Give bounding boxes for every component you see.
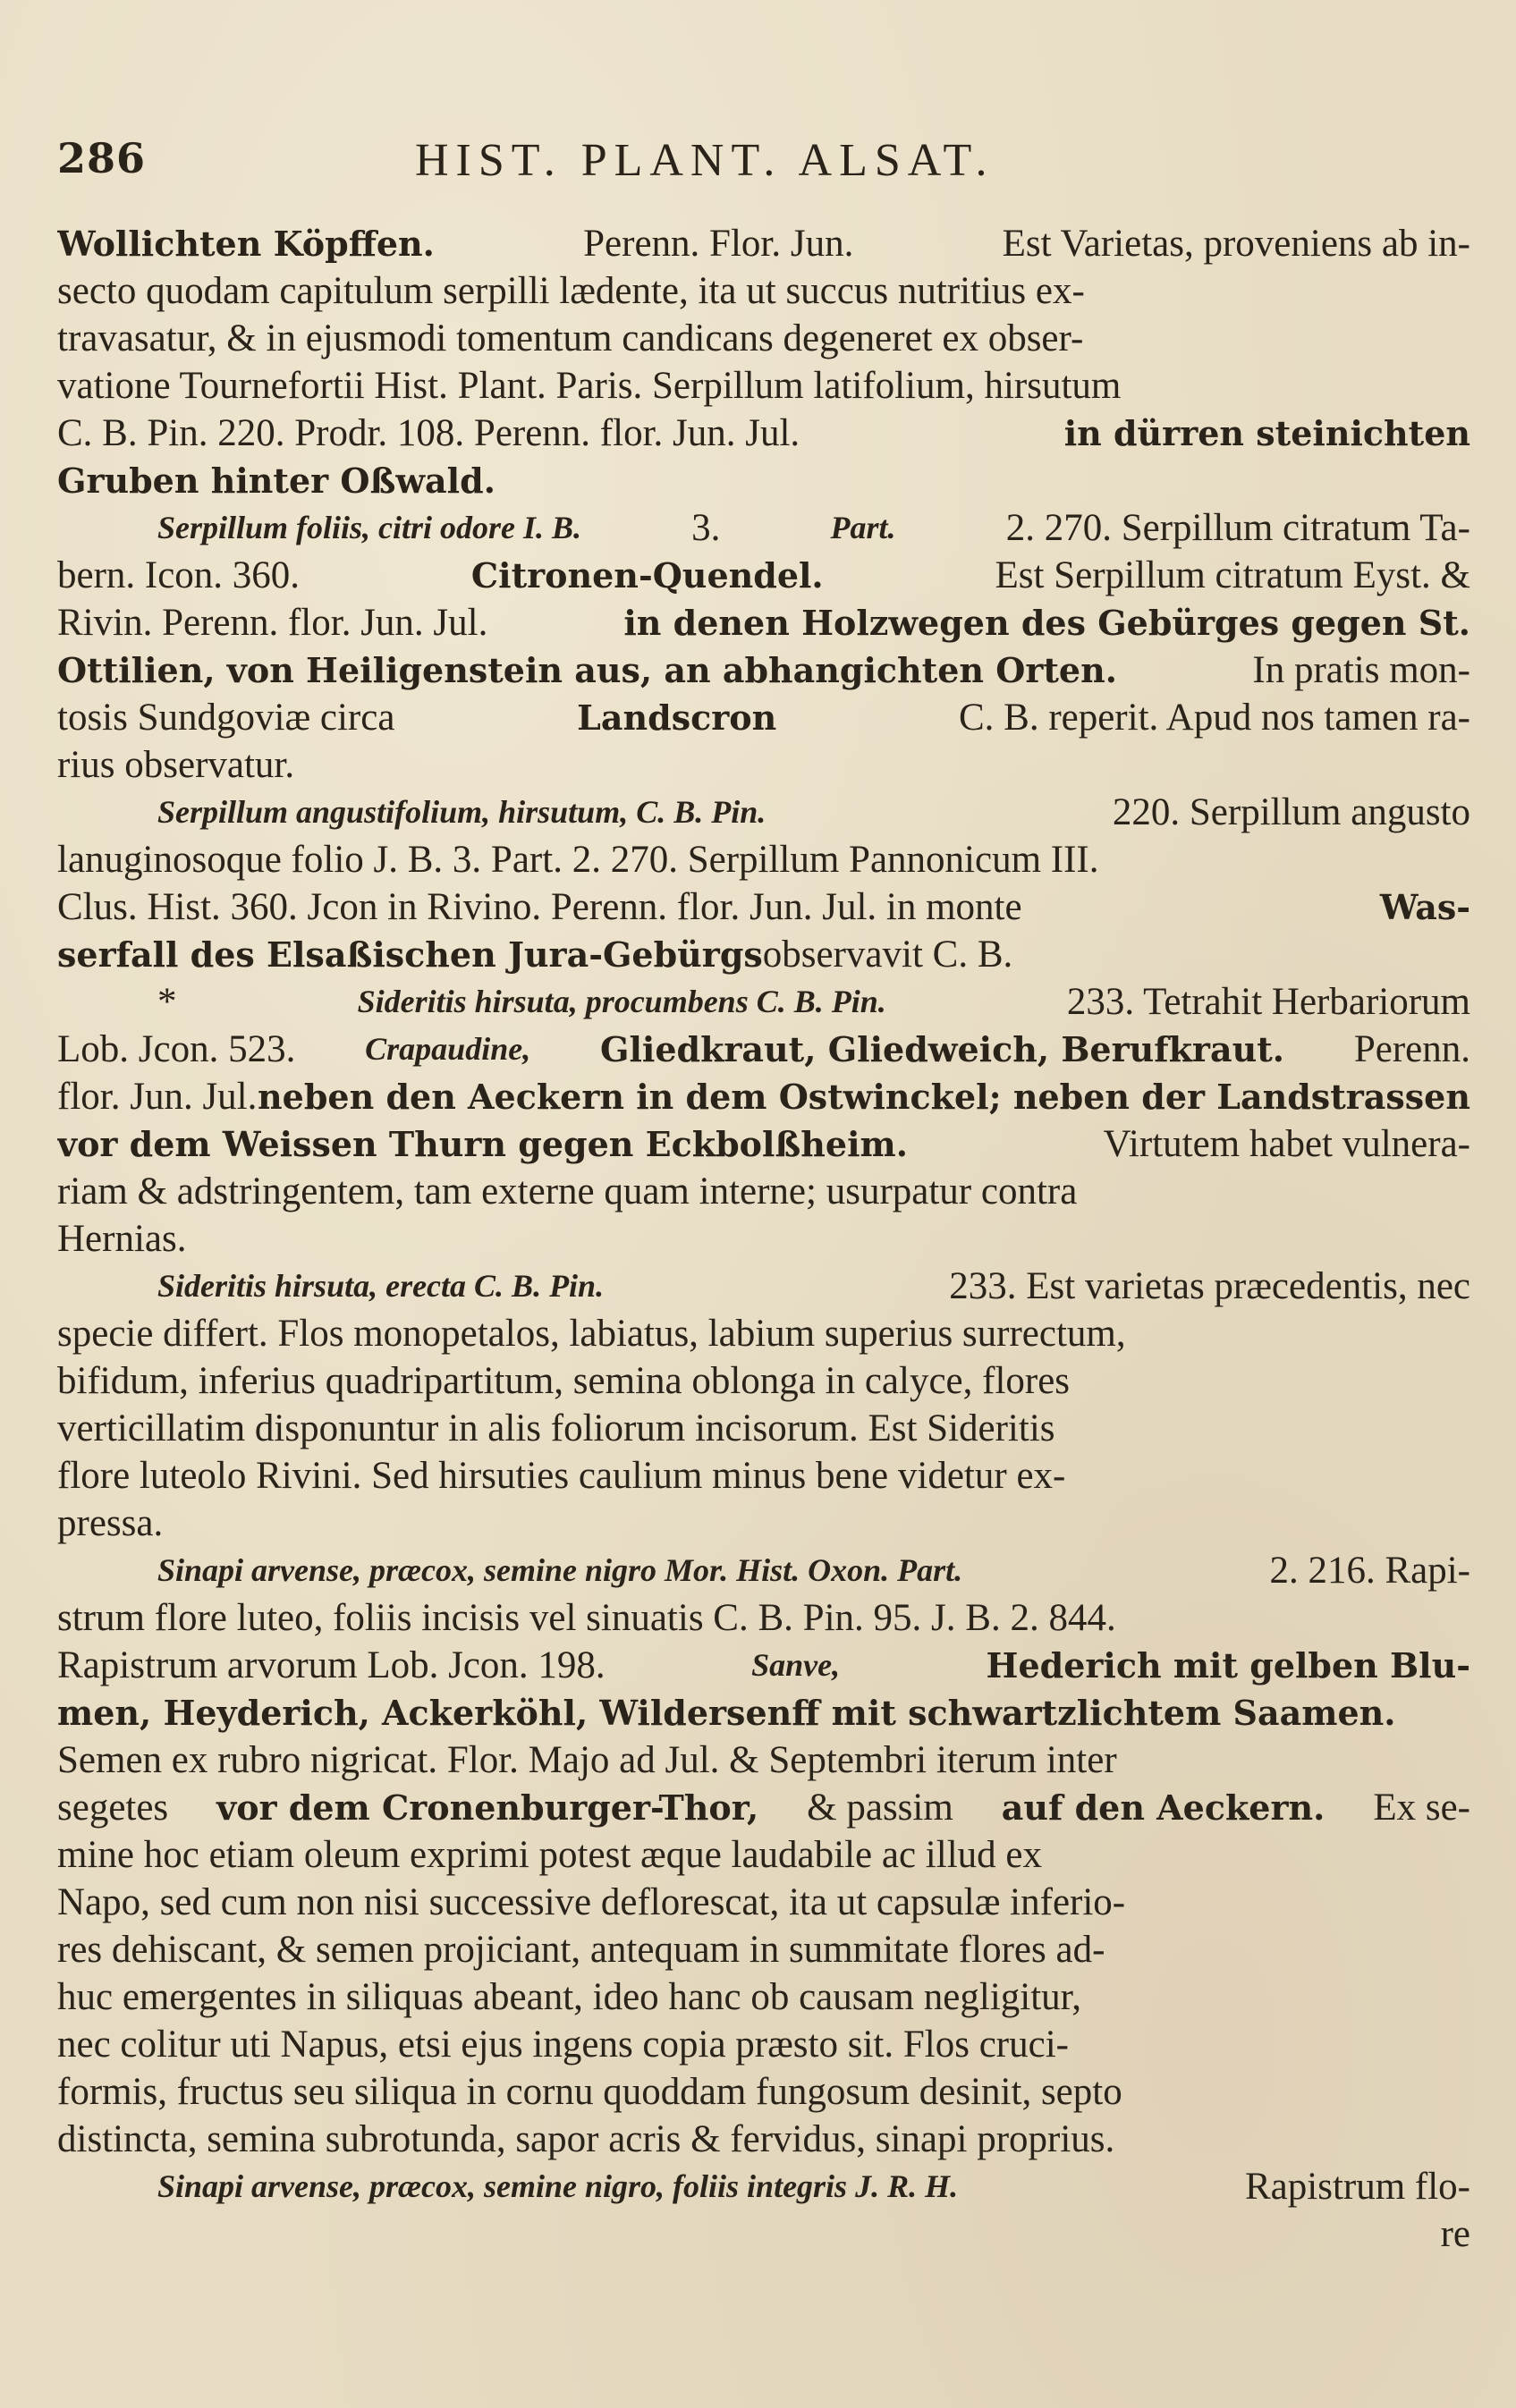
italic-citation: Sinapi arvense, præcox, semine nigro Mor. Hist. Oxon. Part. [157, 1552, 963, 1588]
text-segment: res dehiscant, & semen projiciant, antequam in summitate flores ad- [57, 1929, 1105, 1971]
text-line [57, 2116, 1470, 2163]
text-segment: mine hoc etiam oleum exprimi potest æque laudabile ac illud ex [57, 1834, 1042, 1876]
text-segment: tosis Sundgoviæ circa [57, 697, 395, 739]
text-segment: 233. Tetrahit Herbariorum [1066, 981, 1470, 1023]
text-segment: formis, fructus seu siliqua in cornu quoddam fungosum desinit, septo [57, 2071, 1122, 2113]
text-line [57, 599, 1470, 646]
text-line [57, 1926, 1470, 1973]
text-line [57, 1073, 1470, 1120]
text-line [57, 552, 1470, 599]
blackletter-text: men, Heyderich, Ackerköhl, Wildersenff mit schwartzlichtem Saamen. [57, 1693, 1396, 1733]
text-line [57, 741, 1470, 789]
text-segment: Virtutem habet vulnera- [1103, 1123, 1470, 1165]
text-line [57, 694, 1470, 741]
text-segment: flore luteolo Rivini. Sed hirsuties caulium minus bene videtur ex- [57, 1455, 1066, 1497]
text-segment: rius observatur. [57, 744, 295, 786]
body-text [57, 220, 1470, 2258]
text-line [57, 1973, 1470, 2021]
text-segment: C. B. reperit. Apud nos tamen ra- [958, 697, 1470, 739]
text-line [57, 1120, 1470, 1168]
blackletter-text: auf den Aeckern. [1001, 1787, 1325, 1828]
text-segment: 220. Serpillum angusto [1112, 791, 1470, 833]
text-line [57, 931, 1470, 978]
text-line [57, 2068, 1470, 2116]
text-segment: pressa. [57, 1502, 164, 1544]
text-line [57, 1642, 1470, 1689]
text-segment: nec colitur uti Napus, etsi ejus ingens copia præsto sit. Flos cruci- [57, 2024, 1069, 2066]
text-line [57, 1357, 1470, 1405]
blackletter-text: vor dem Cronenburger-Thor, [216, 1787, 759, 1828]
text-segment: lanuginosoque folio J. B. 3. Part. 2. 270. Serpillum Pannonicum III. [57, 839, 1099, 881]
page-number: 286 [57, 134, 147, 182]
text-line [57, 504, 1470, 552]
text-segment: Lob. Jcon. 523. [57, 1028, 296, 1070]
italic-citation: Serpillum angustifolium, hirsutum, C. B. Pin. [157, 794, 766, 830]
text-line [57, 457, 1470, 504]
text-line [57, 1689, 1470, 1736]
italic-citation: Sanve, [751, 1647, 841, 1683]
text-segment: bifidum, inferius quadripartitum, semina oblonga in calyce, flores [57, 1360, 1071, 1402]
text-segment: bern. Icon. 360. [57, 554, 301, 596]
text-line [57, 1831, 1470, 1879]
text-segment: & passim [807, 1787, 953, 1829]
text-line [57, 220, 1470, 267]
text-line [57, 1594, 1470, 1642]
italic-citation: Sideritis hirsuta, procumbens C. B. Pin. [357, 984, 886, 1019]
text-segment: Semen ex rubro nigricat. Flor. Majo ad Jul. & Septembri iterum inter [57, 1739, 1117, 1781]
text-segment: Napo, sed cum non nisi successive deflorescat, ita ut capsulæ inferio- [57, 1881, 1126, 1923]
text-segment: Rapistrum arvorum Lob. Jcon. 198. [57, 1644, 606, 1686]
text-line [57, 1547, 1470, 1594]
blackletter-text: Gruben hinter Oßwald. [57, 460, 495, 501]
text-segment: C. B. Pin. 220. Prodr. 108. Perenn. flor. Jun. Jul. [57, 412, 800, 454]
text-line [57, 410, 1470, 457]
blackletter-text: Ottilien, von Heiligenstein aus, an abhangichten Orten. [57, 650, 1117, 690]
text-line [57, 978, 1470, 1026]
text-segment: Perenn. Flor. Jun. [583, 223, 854, 265]
text-line [57, 1168, 1470, 1215]
text-line [57, 836, 1470, 883]
text-line [57, 267, 1470, 315]
text-segment: 2. 270. Serpillum citratum Ta- [1005, 507, 1470, 549]
blackletter-text: Gliedkraut, Gliedweich, Berufkraut. [600, 1029, 1284, 1069]
blackletter-text: in dürren steinichten [1063, 413, 1470, 453]
text-line [57, 1215, 1470, 1263]
blackletter-text: neben den Aeckern in dem Ostwinckel; neben der Landstrassen [258, 1077, 1470, 1117]
running-head: HIST. PLANT. ALSAT. [415, 135, 995, 186]
text-line [57, 1452, 1470, 1500]
italic-citation: Part. [830, 510, 896, 545]
blackletter-text: Hederich mit gelben Blu- [986, 1645, 1470, 1686]
text-line [57, 1263, 1470, 1310]
text-segment: segetes [57, 1787, 169, 1829]
text-line [57, 1784, 1470, 1831]
text-segment: observavit C. B. [762, 934, 1013, 976]
text-segment: 233. Est varietas præcedentis, nec [949, 1265, 1470, 1307]
text-line [57, 646, 1470, 694]
blackletter-text: vor dem Weissen Thurn gegen Eckbolßheim. [57, 1124, 908, 1164]
blackletter-text: Landscron [577, 697, 777, 738]
text-segment: Hernias. [57, 1218, 187, 1260]
text-segment: Rapistrum flo- [1245, 2166, 1470, 2208]
text-segment: huc emergentes in siliquas abeant, ideo hanc ob causam negligitur, [57, 1976, 1082, 2018]
text-segment: strum flore luteo, foliis incisis vel sinuatis C. B. Pin. 95. J. B. 2. 844. [57, 1597, 1116, 1639]
text-segment: In pratis mon- [1252, 649, 1470, 691]
blackletter-text: Citronen-Quendel. [470, 555, 824, 596]
text-segment: Ex se- [1373, 1787, 1470, 1829]
text-line [57, 883, 1470, 931]
text-segment: 2. 216. Rapi- [1269, 1550, 1470, 1592]
page-header [57, 134, 1470, 199]
text-segment: verticillatim disponuntur in alis foliorum incisorum. Est Sideritis [57, 1407, 1055, 1449]
text-line [57, 1310, 1470, 1357]
blackletter-text: serfall des Elsaßischen Jura-Gebürgs [57, 934, 763, 975]
text-segment: travasatur, & in ejusmodi tomentum candicans degeneret ex obser- [57, 317, 1084, 359]
text-segment: flor. Jun. Jul. [57, 1076, 258, 1118]
text-line [57, 2163, 1470, 2210]
text-segment: re [1440, 2213, 1470, 2255]
blackletter-text: Wollichten Köpffen. [57, 224, 435, 264]
text-segment: Rivin. Perenn. flor. Jun. Jul. [57, 602, 488, 644]
text-line [57, 1026, 1470, 1073]
italic-citation: Sinapi arvense, præcox, semine nigro, foliis integris J. R. H. [157, 2168, 959, 2204]
text-line [57, 789, 1470, 836]
text-segment: Clus. Hist. 360. Jcon in Rivino. Perenn. flor. Jun. Jul. in monte [57, 886, 1022, 928]
text-line [57, 315, 1470, 362]
text-segment: * [157, 981, 177, 1023]
text-line [57, 1736, 1470, 1784]
blackletter-text: in denen Holzwegen des Gebürges gegen St. [623, 603, 1470, 643]
text-segment: distincta, semina subrotunda, sapor acris & fervidus, sinapi proprius. [57, 2118, 1115, 2160]
text-segment: 3. [691, 507, 721, 549]
text-segment: Perenn. [1353, 1028, 1470, 1070]
text-segment: vatione Tournefortii Hist. Plant. Paris. Serpillum latifolium, hirsutum [57, 365, 1122, 407]
italic-citation: Sideritis hirsuta, erecta C. B. Pin. [157, 1268, 605, 1304]
text-line [57, 2210, 1470, 2258]
italic-citation: Serpillum foliis, citri odore I. B. [157, 510, 582, 545]
text-line [57, 362, 1470, 410]
text-line [57, 1500, 1470, 1547]
text-line [57, 2021, 1470, 2068]
text-segment: riam & adstringentem, tam externe quam interne; usurpatur contra [57, 1170, 1078, 1212]
text-segment: Est Varietas, proveniens ab in- [1002, 223, 1470, 265]
text-segment: Est Serpillum citratum Eyst. & [995, 554, 1470, 596]
text-segment: specie differt. Flos monopetalos, labiatus, labium superius surrectum, [57, 1313, 1126, 1355]
text-line [57, 1879, 1470, 1926]
italic-citation: Crapaudine, [365, 1031, 531, 1067]
blackletter-text: Was- [1379, 887, 1470, 927]
text-segment: secto quodam capitulum serpilli lædente, ita ut succus nutritius ex- [57, 270, 1085, 312]
book-page [57, 0, 1470, 2408]
text-line [57, 1405, 1470, 1452]
